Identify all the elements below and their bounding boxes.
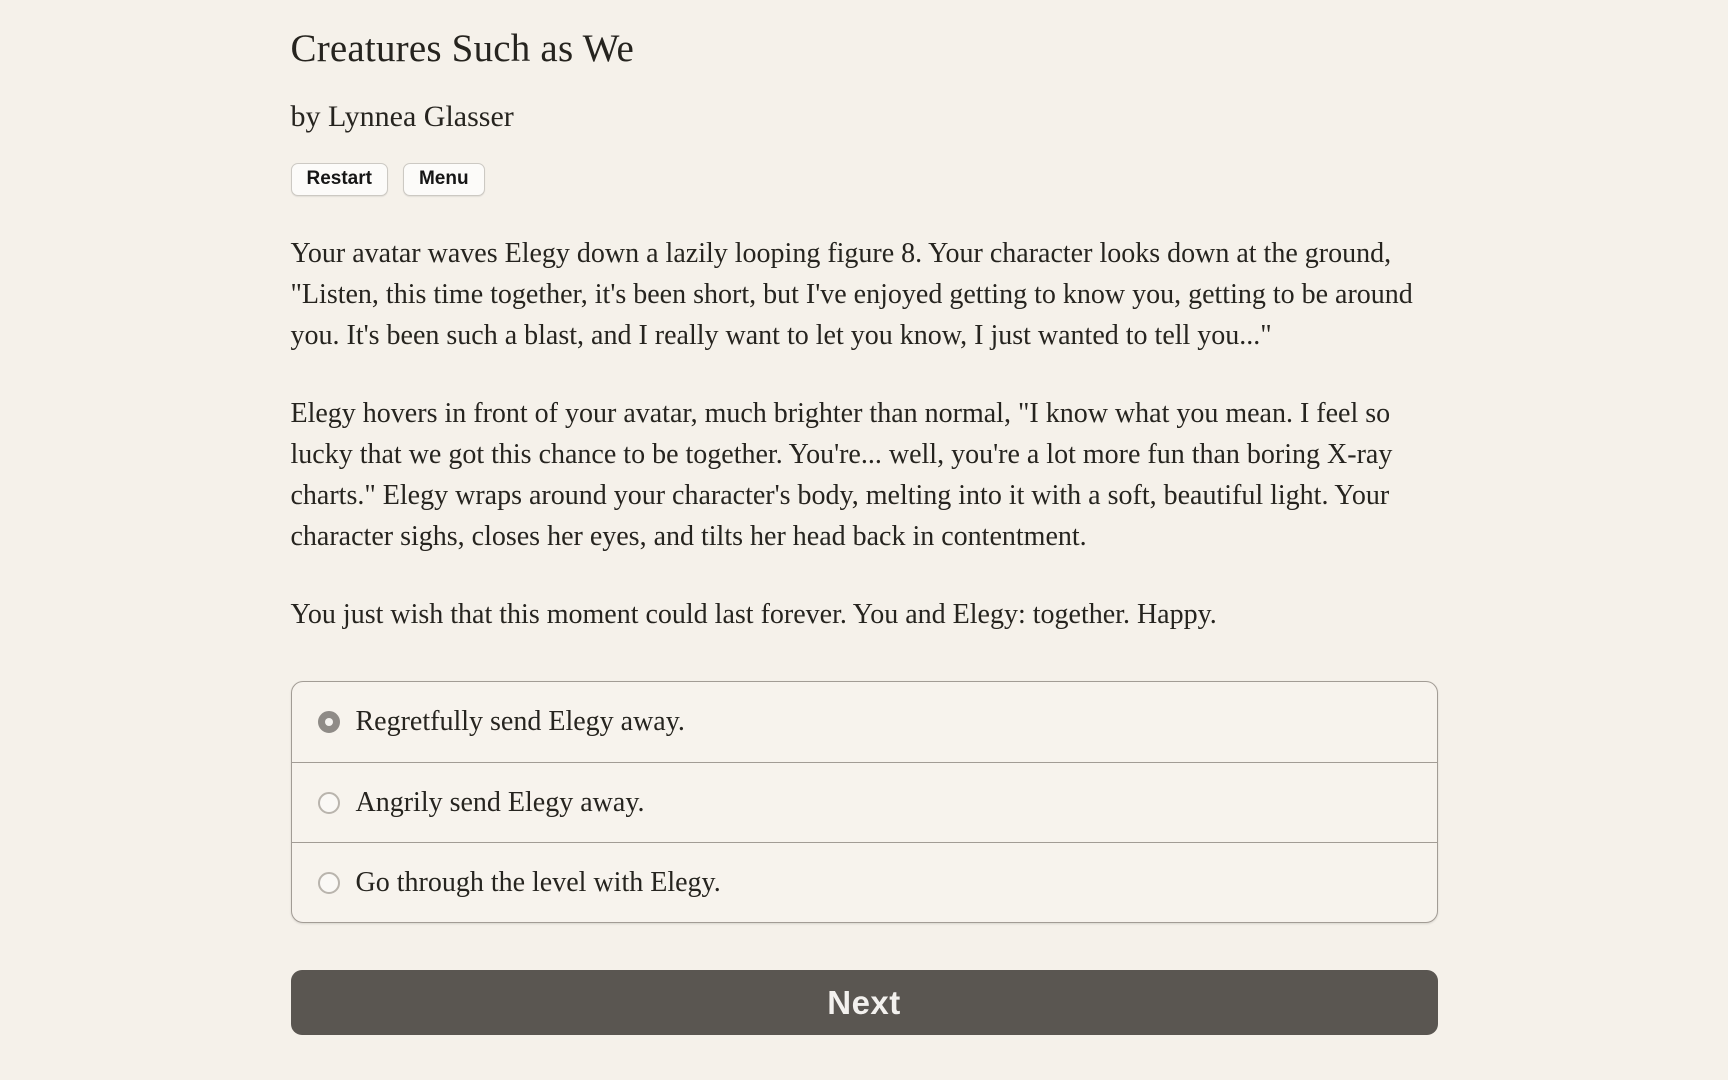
next-button[interactable]: Next — [291, 970, 1438, 1035]
story-container — [291, 0, 1438, 1035]
menu-button[interactable]: Menu — [403, 163, 485, 196]
choice-label: Go through the level with Elegy. — [355, 866, 721, 898]
choice-label: Regretfully send Elegy away. — [355, 706, 685, 737]
story-paragraph-2: Elegy hovers in front of your avatar, much brighter than normal, "I know what you mean. I feel so lucky that we got this chance to be together. You're... well, you're a lot more fun than boring X-ray charts." Elegy wraps around your character's body, melting into it with a soft, beautiful light. Your character sighs, closes her eyes, and tilts her head back in contentment. — [290, 398, 1393, 552]
toolbar — [291, 163, 1438, 196]
choice-option-regretfully[interactable] — [292, 682, 1437, 762]
restart-button[interactable]: Restart — [291, 163, 388, 196]
choice-label: Angrily send Elegy away. — [355, 786, 645, 818]
radio-button-icon[interactable] — [318, 872, 340, 894]
story-paragraph-1: Your avatar waves Elegy down a lazily looping figure 8. Your character looks down at the ground, "Listen, this time together, it's been short, but I've enjoyed getting to know you, getting to be around you. It's been such a blast, and I really want to let you know, I just wanted to tell you..." — [290, 238, 1413, 351]
choice-list — [291, 681, 1438, 923]
game-byline: by Lynnea Glasser — [290, 100, 514, 133]
game-title: Creatures Such as We — [290, 27, 634, 70]
story-paragraph-3: You just wish that this moment could last forever. You and Elegy: together. Happy. — [290, 599, 1217, 630]
radio-button-icon[interactable] — [318, 792, 340, 814]
radio-button-icon[interactable] — [318, 711, 340, 733]
choice-option-go-through[interactable] — [292, 842, 1437, 922]
choice-option-angrily[interactable] — [292, 762, 1437, 842]
